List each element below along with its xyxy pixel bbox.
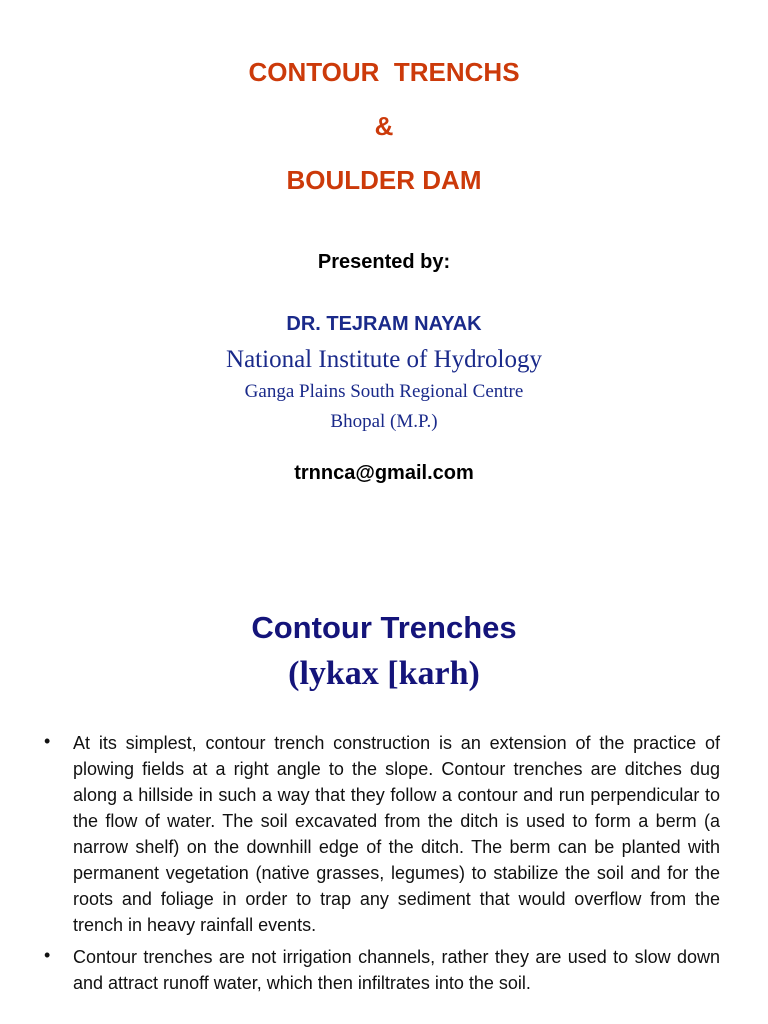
- list-item: [0, 944, 768, 996]
- bullet-marker: •: [44, 731, 51, 751]
- city-location: Bhopal (M.P.): [330, 411, 438, 432]
- bullet-text: At its simplest, contour trench construction is an extension of the practice of plowing fields at a right angle to the slope. Contour trenches are ditches dug along a hillside in such a way that they follow a contour and run perpendicular to the flow of water. The soil excavated from the ditch is used to form a berm (a narrow shelf) on the downhill edge of the ditch. The berm can be planted with permanent vegetation (native grasses, legumes) to stabilize the soil and for the roots and foliage in order to trap any sediment that would overflow from the trench in heavy rainfall events.: [73, 733, 720, 935]
- author-email: trnnca@gmail.com: [294, 462, 474, 484]
- title-ampersand: &: [374, 111, 394, 141]
- bullet-text: Contour trenches are not irrigation channels, rather they are used to slow down and attract runoff water, which then infiltrates into the soil.: [73, 947, 720, 993]
- bullet-list: [0, 730, 768, 1002]
- section-heading: Contour Trenches: [251, 610, 517, 645]
- bullet-marker: •: [44, 945, 51, 965]
- author-name: DR. TEJRAM NAYAK: [286, 313, 482, 335]
- institute-name: National Institute of Hydrology: [226, 346, 542, 373]
- regional-centre: Ganga Plains South Regional Centre: [244, 381, 524, 402]
- section-subheading: (lykax [karh): [288, 655, 480, 692]
- presented-by-label: Presented by:: [317, 251, 451, 273]
- title-line-1: CONTOUR TRENCHS: [248, 57, 520, 87]
- list-item: [0, 730, 768, 938]
- title-line-2: BOULDER DAM: [286, 165, 482, 195]
